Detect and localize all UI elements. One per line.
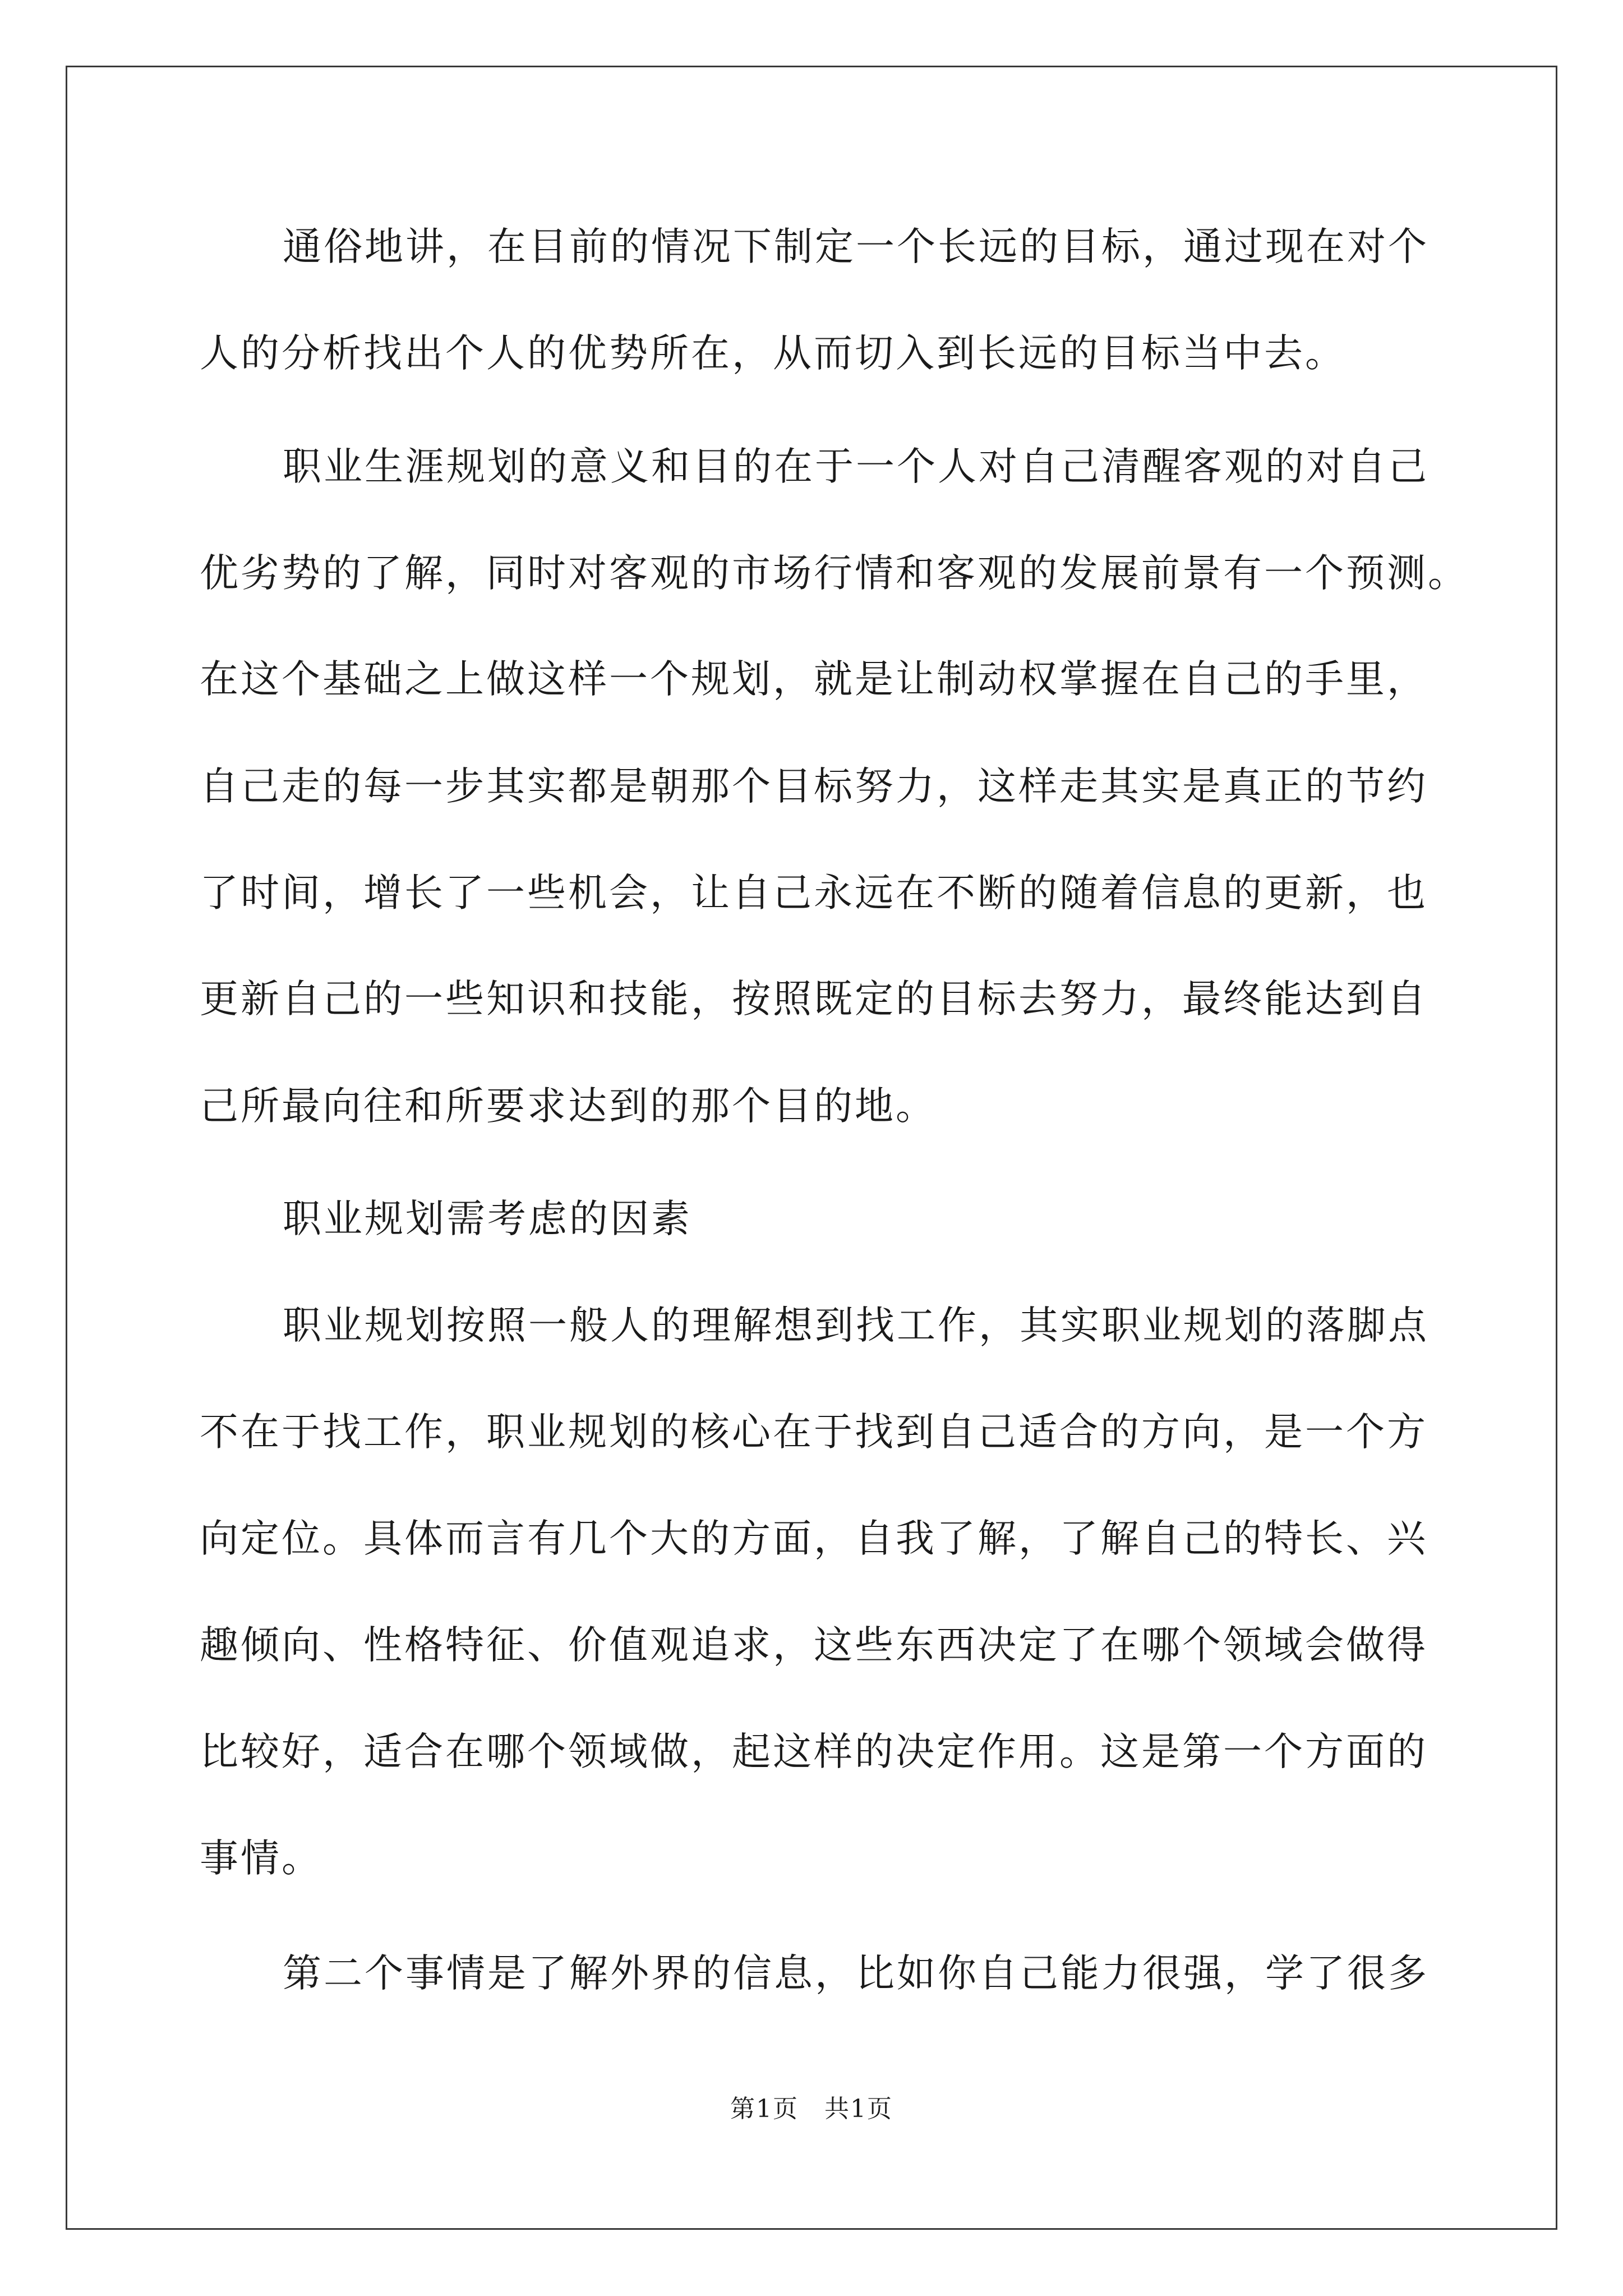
paragraph-3-line-1: 职业规划按照一般人的理解想到找工作，其实职业规划的落脚点	[283, 1303, 1429, 1348]
paragraph-3-line-2: 不在于找工作，职业规划的核心在于找到自己适合的方向，是一个方	[200, 1410, 1428, 1455]
page-border	[66, 66, 1557, 2230]
paragraph-3-line-4: 趣倾向、性格特征、价值观追求，这些东西决定了在哪个领域会做得	[200, 1623, 1428, 1668]
paragraph-1-line-2: 人的分析找出个人的优势所在，从而切入到长远的目标当中去。	[200, 331, 1346, 376]
paragraph-2-line-6: 更新自己的一些知识和技能，按照既定的目标去努力，最终能达到自	[200, 977, 1428, 1022]
paragraph-2-line-3: 在这个基础之上做这样一个规划，就是让制动权掌握在自己的手里，	[200, 657, 1428, 702]
paragraph-2-line-2: 优劣势的了解，同时对客观的市场行情和客观的发展前景有一个预测。	[200, 551, 1469, 596]
paragraph-2-line-7: 己所最向往和所要求达到的那个目的地。	[200, 1084, 937, 1129]
paragraph-3-line-3: 向定位。具体而言有几个大的方面，自我了解，了解自己的特长、兴	[200, 1516, 1428, 1561]
paragraph-2-line-4: 自己走的每一步其实都是朝那个目标努力，这样走其实是真正的节约	[200, 764, 1428, 809]
paragraph-1-line-1: 通俗地讲，在目前的情况下制定一个长远的目标，通过现在对个	[283, 224, 1429, 269]
paragraph-3-line-5: 比较好，适合在哪个领域做，起这样的决定作用。这是第一个方面的	[200, 1729, 1428, 1774]
paragraph-4-line-1: 第二个事情是了解外界的信息，比如你自己能力很强，学了很多	[283, 1951, 1429, 1996]
section-heading: 职业规划需考虑的因素	[283, 1197, 692, 1241]
page-number: 第1页 共1页	[730, 2095, 893, 2123]
paragraph-3-line-6: 事情。	[200, 1836, 322, 1881]
paragraph-2-line-5: 了时间，增长了一些机会，让自己永远在不断的随着信息的更新，也	[200, 871, 1428, 915]
paragraph-2-line-1: 职业生涯规划的意义和目的在于一个人对自己清醒客观的对自己	[283, 444, 1429, 489]
